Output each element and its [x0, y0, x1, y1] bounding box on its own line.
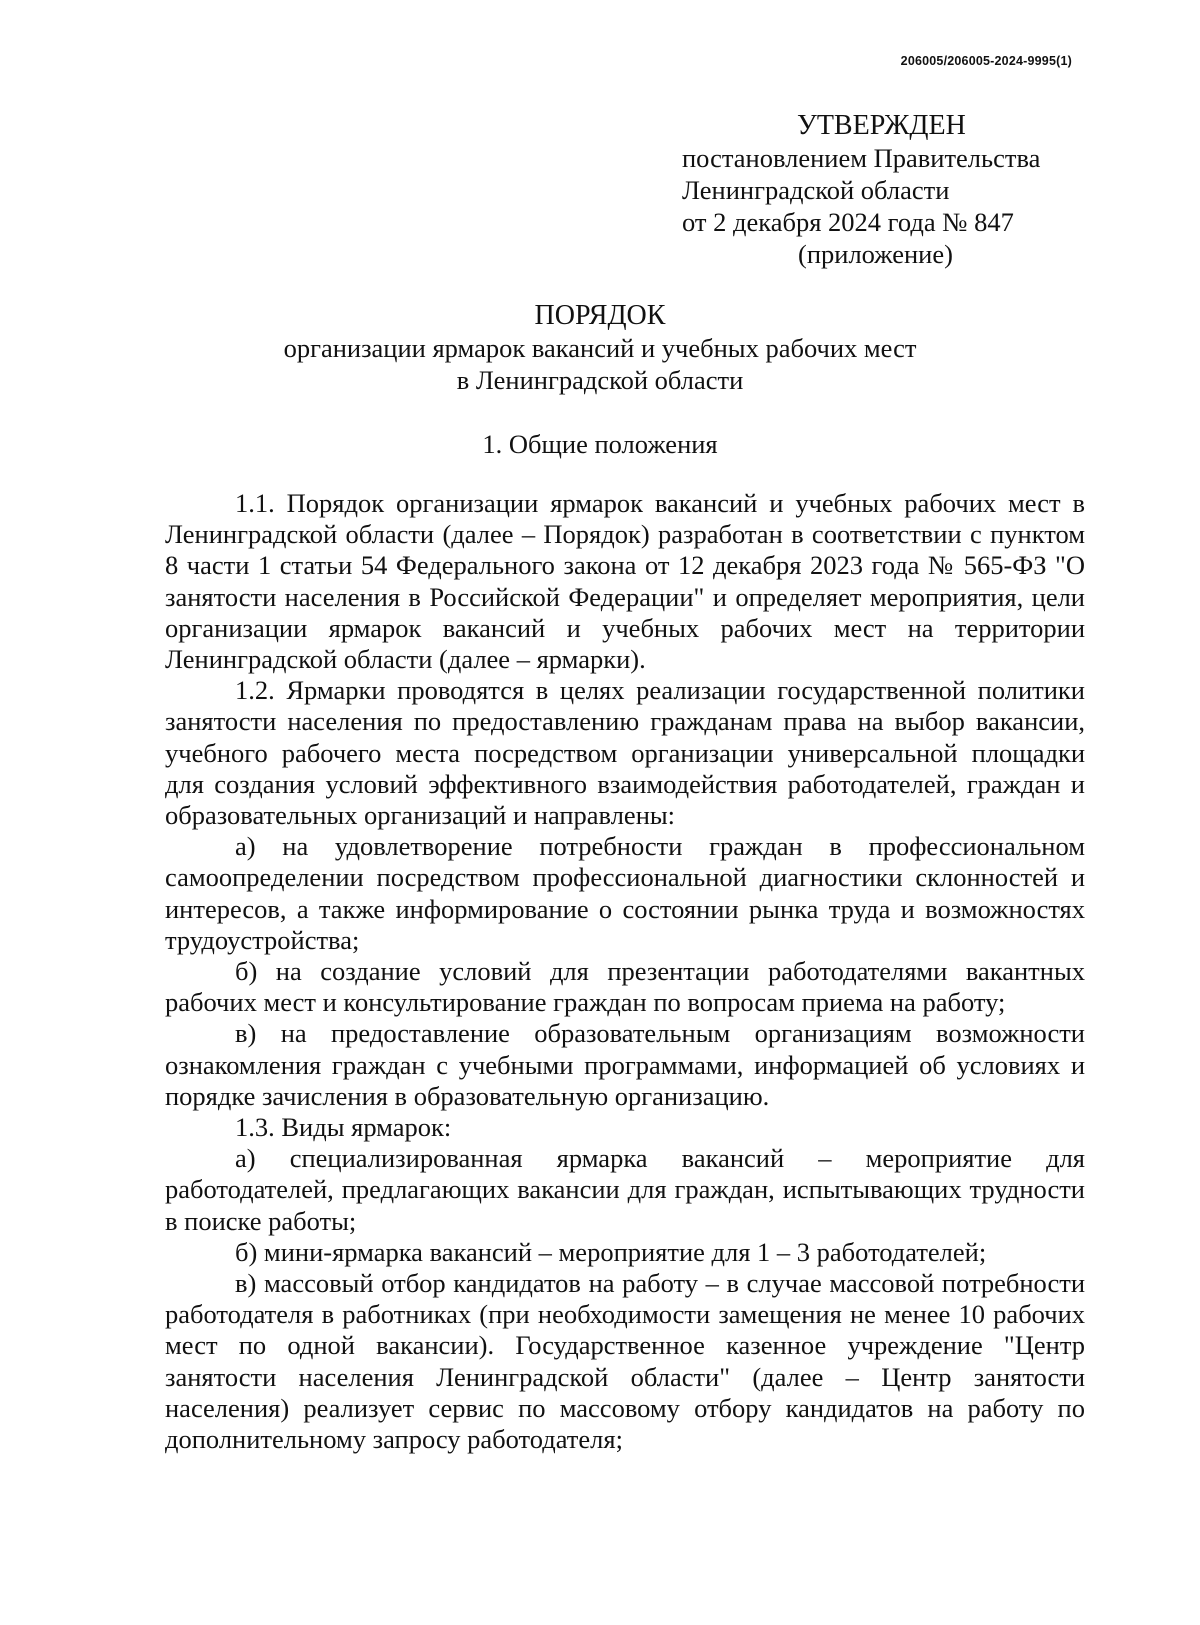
document-subtitle-2: в Ленинградской области — [456, 365, 744, 395]
paragraph-1-3-b: б) мини-ярмарка вакансий – мероприятие для 1 – 3 работодателей; — [235, 1236, 987, 1267]
document-subtitle-1: организации ярмарок вакансий и учебных рабочих мест — [283, 333, 917, 363]
approval-title: УТВЕРЖДЕН — [797, 110, 966, 141]
paragraph-1-3-v: в) массовый отбор кандидатов на работу – в случае массовой потребности работодателя в работниках (при необходимости замещения не менее 10 рабочих мест по одной вакансии). Государственное казенное учреждение "Центр занятости населения Ленинградской области" (далее – Центр занятости населения) реализует сервис по массовому отбору кандидатов на работу по дополнительному запросу работодателя; — [165, 1268, 1085, 1455]
approval-line-2: Ленинградской области — [682, 175, 950, 205]
paragraph-1-3-a: а) специализированная ярмарка вакансий – мероприятие для работодателей, предлагающих вакансии для граждан, испытывающих трудности в поиске работы; — [165, 1143, 1085, 1236]
paragraph-1-3: 1.3. Виды ярмарок: — [235, 1112, 452, 1143]
approval-line-1: постановлением Правительства — [682, 143, 1041, 173]
paragraph-1-1: 1.1. Порядок организации ярмарок вакансий и учебных рабочих мест в Ленинградской области (далее – Порядок) разработан в соответствии с пунктом 8 части 1 статьи 54 Федерального закона от 12 декабря 2023 года № 565-ФЗ "О занятости населения в Российской Федерации" и определяет мероприятия, цели организации ярмарок вакансий и учебных рабочих мест на территории Ленинградской области (далее – ярмарки). — [165, 488, 1085, 675]
document-title-block — [0, 300, 1200, 396]
paragraph-1-2: 1.2. Ярмарки проводятся в целях реализации государственной политики занятости населения по предоставлению гражданам права на выбор вакансии, учебного рабочего места посредством организации универсальной площадки для создания условий эффективного взаимодействия работодателей, граждан и образовательных организаций и направлены: — [165, 675, 1085, 831]
approval-line-3: от 2 декабря 2024 года № 847 — [682, 207, 1014, 237]
approval-appendix: (приложение) — [798, 239, 953, 269]
section-heading: 1. Общие положения — [482, 429, 718, 459]
document-id: 206005/206005-2024-9995(1) — [900, 54, 1072, 68]
document-title: ПОРЯДОК — [534, 300, 666, 331]
paragraph-1-2-a: а) на удовлетворение потребности граждан в профессиональном самоопределении посредством профессиональной диагностики склонностей и интересов, а также информирование о состоянии рынка труда и возможностях трудоустройства; — [165, 831, 1085, 955]
paragraph-1-2-b: б) на создание условий для презентации работодателями вакантных рабочих мест и консультирование граждан по вопросам приема на работу; — [165, 956, 1085, 1018]
section-body — [165, 488, 1085, 1455]
paragraph-1-2-v: в) на предоставление образовательным организациям возможности ознакомления граждан с учебными программами, информацией об условиях и порядке зачисления в образовательную организацию. — [165, 1018, 1085, 1111]
approval-block — [682, 110, 1040, 270]
